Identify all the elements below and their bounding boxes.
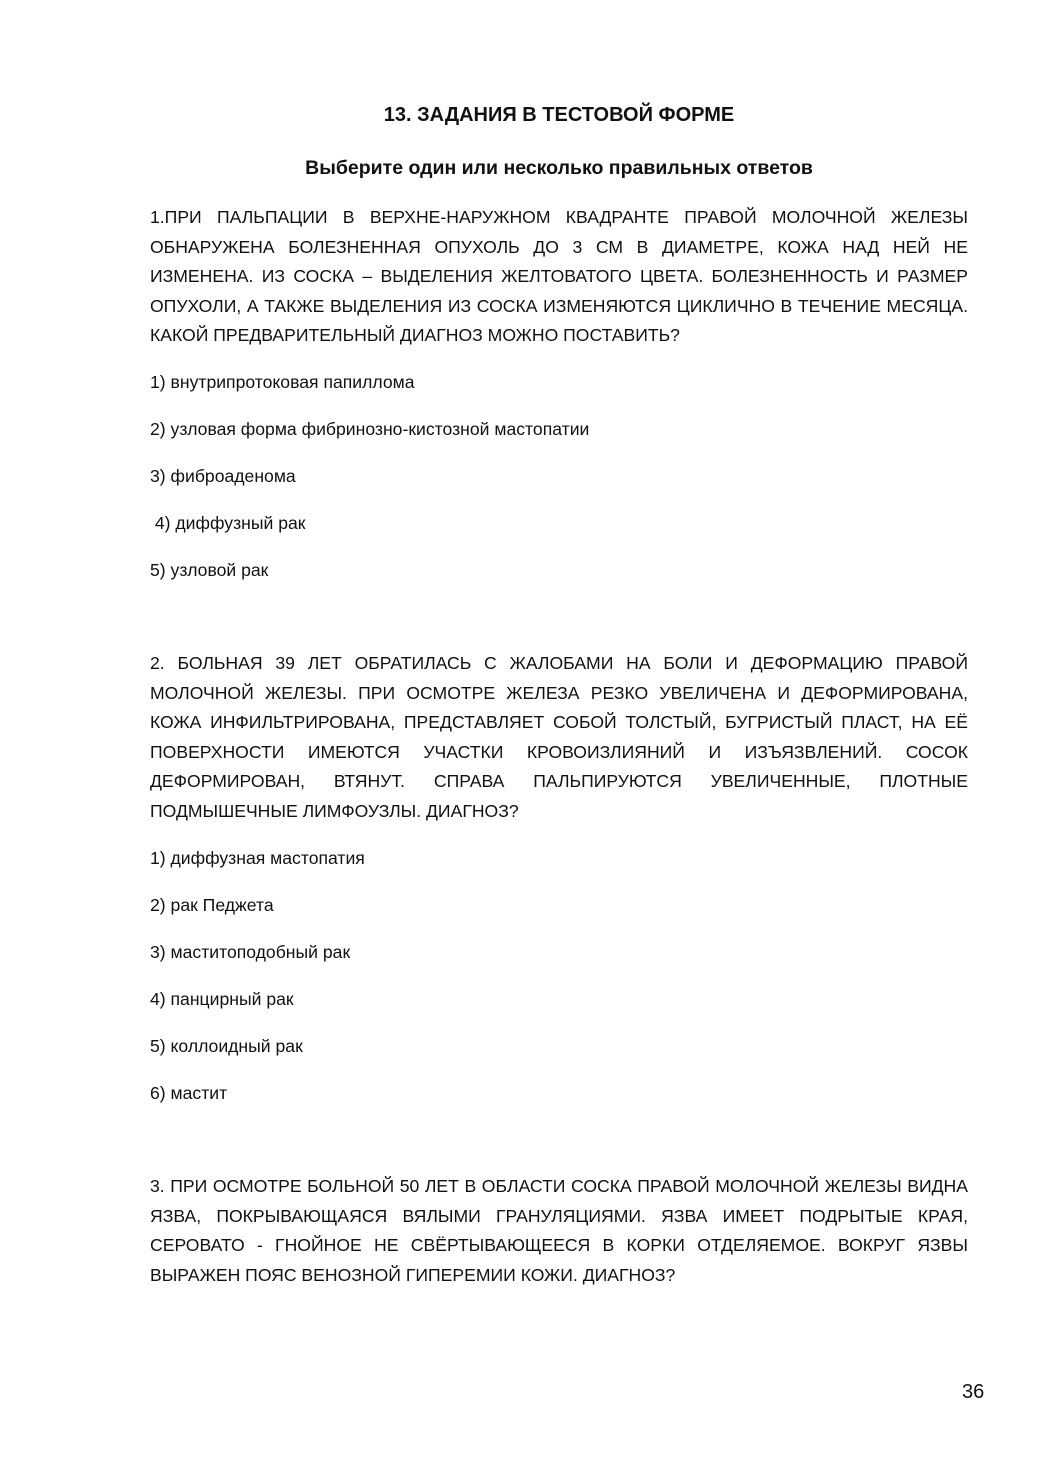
question-2-answer-1: 1) диффузная мастопатия <box>150 848 365 868</box>
question-2-answer-3: 3) маститоподобный рак <box>150 942 351 962</box>
instructions-subheading: Выберите один или несколько правильных ответов <box>305 157 813 179</box>
question-2-answer-6: 6) мастит <box>150 1083 228 1103</box>
page-number: 36 <box>962 1381 985 1403</box>
question-1-answer-5: 5) узловой рак <box>150 560 269 580</box>
document-page <box>150 0 968 1473</box>
question-2-answer-4: 4) панцирный рак <box>150 989 294 1009</box>
question-1-text: 1.ПРИ ПАЛЬПАЦИИ В ВЕРХНЕ-НАРУЖНОМ КВАДРАНТЕ ПРАВОЙ МОЛОЧНОЙ ЖЕЛЕЗЫ ОБНАРУЖЕНА БОЛЕЗНЕННАЯ ОПУХОЛЬ ДО 3 СМ В ДИАМЕТРЕ, КОЖА НАД НЕЙ НЕ ИЗМЕНЕНА. ИЗ СОСКА – ВЫДЕЛЕНИЯ ЖЕЛТОВАТОГО ЦВЕТА. БОЛЕЗНЕННОСТЬ И РАЗМЕР ОПУХОЛИ, А ТАКЖЕ ВЫДЕЛЕНИЯ ИЗ СОСКА ИЗМЕНЯЮТСЯ ЦИКЛИЧНО В ТЕЧЕНИЕ МЕСЯЦА. КАКОЙ ПРЕДВАРИТЕЛЬНЫЙ ДИАГНОЗ МОЖНО ПОСТАВИТЬ? <box>150 207 968 345</box>
question-3-text: 3. ПРИ ОСМОТРЕ БОЛЬНОЙ 50 ЛЕТ В ОБЛАСТИ СОСКА ПРАВОЙ МОЛОЧНОЙ ЖЕЛЕЗЫ ВИДНА ЯЗВА, ПОКРЫВАЮЩАЯСЯ ВЯЛЫМИ ГРАНУЛЯЦИЯМИ. ЯЗВА ИМЕЕТ ПОДРЫТЫЕ КРАЯ, СЕРОВАТО - ГНОЙНОЕ НЕ СВЁРТЫВАЮЩЕЕСЯ В КОРКИ ОТДЕЛЯЕМОЕ. ВОКРУГ ЯЗВЫ ВЫРАЖЕН ПОЯС ВЕНОЗНОЙ ГИПЕРЕМИИ КОЖИ. ДИАГНОЗ? <box>150 1176 968 1285</box>
question-1-answer-3: 3) фиброаденома <box>150 466 296 486</box>
question-2-answer-2: 2) рак Педжета <box>150 895 274 915</box>
question-1-answer-2: 2) узловая форма фибринозно-кистозной мастопатии <box>150 419 590 439</box>
question-2-text: 2. БОЛЬНАЯ 39 ЛЕТ ОБРАТИЛАСЬ С ЖАЛОБАМИ НА БОЛИ И ДЕФОРМАЦИЮ ПРАВОЙ МОЛОЧНОЙ ЖЕЛЕЗЫ. ПРИ ОСМОТРЕ ЖЕЛЕЗА РЕЗКО УВЕЛИЧЕНА И ДЕФОРМИРОВАНА, КОЖА ИНФИЛЬТРИРОВАНА, ПРЕДСТАВЛЯЕТ СОБОЙ ТОЛСТЫЙ, БУГРИСТЫЙ ПЛАСТ, НА ЕЁ ПОВЕРХНОСТИ ИМЕЮТСЯ УЧАСТКИ КРОВОИЗЛИЯНИЙ И ИЗЪЯЗВЛЕНИЙ. СОСОК ДЕФОРМИРОВАН, ВТЯНУТ. СПРАВА ПАЛЬПИРУЮТСЯ УВЕЛИЧЕННЫЕ, ПЛОТНЫЕ ПОДМЫШЕЧНЫЕ ЛИМФОУЗЛЫ. ДИАГНОЗ? <box>150 653 968 821</box>
question-1-answer-4: 4) диффузный рак <box>150 513 306 533</box>
question-1-answer-1: 1) внутрипротоковая папиллома <box>150 372 415 392</box>
section-heading: 13. ЗАДАНИЯ В ТЕСТОВОЙ ФОРМЕ <box>383 104 735 126</box>
question-2-answer-5: 5) коллоидный рак <box>150 1036 303 1056</box>
